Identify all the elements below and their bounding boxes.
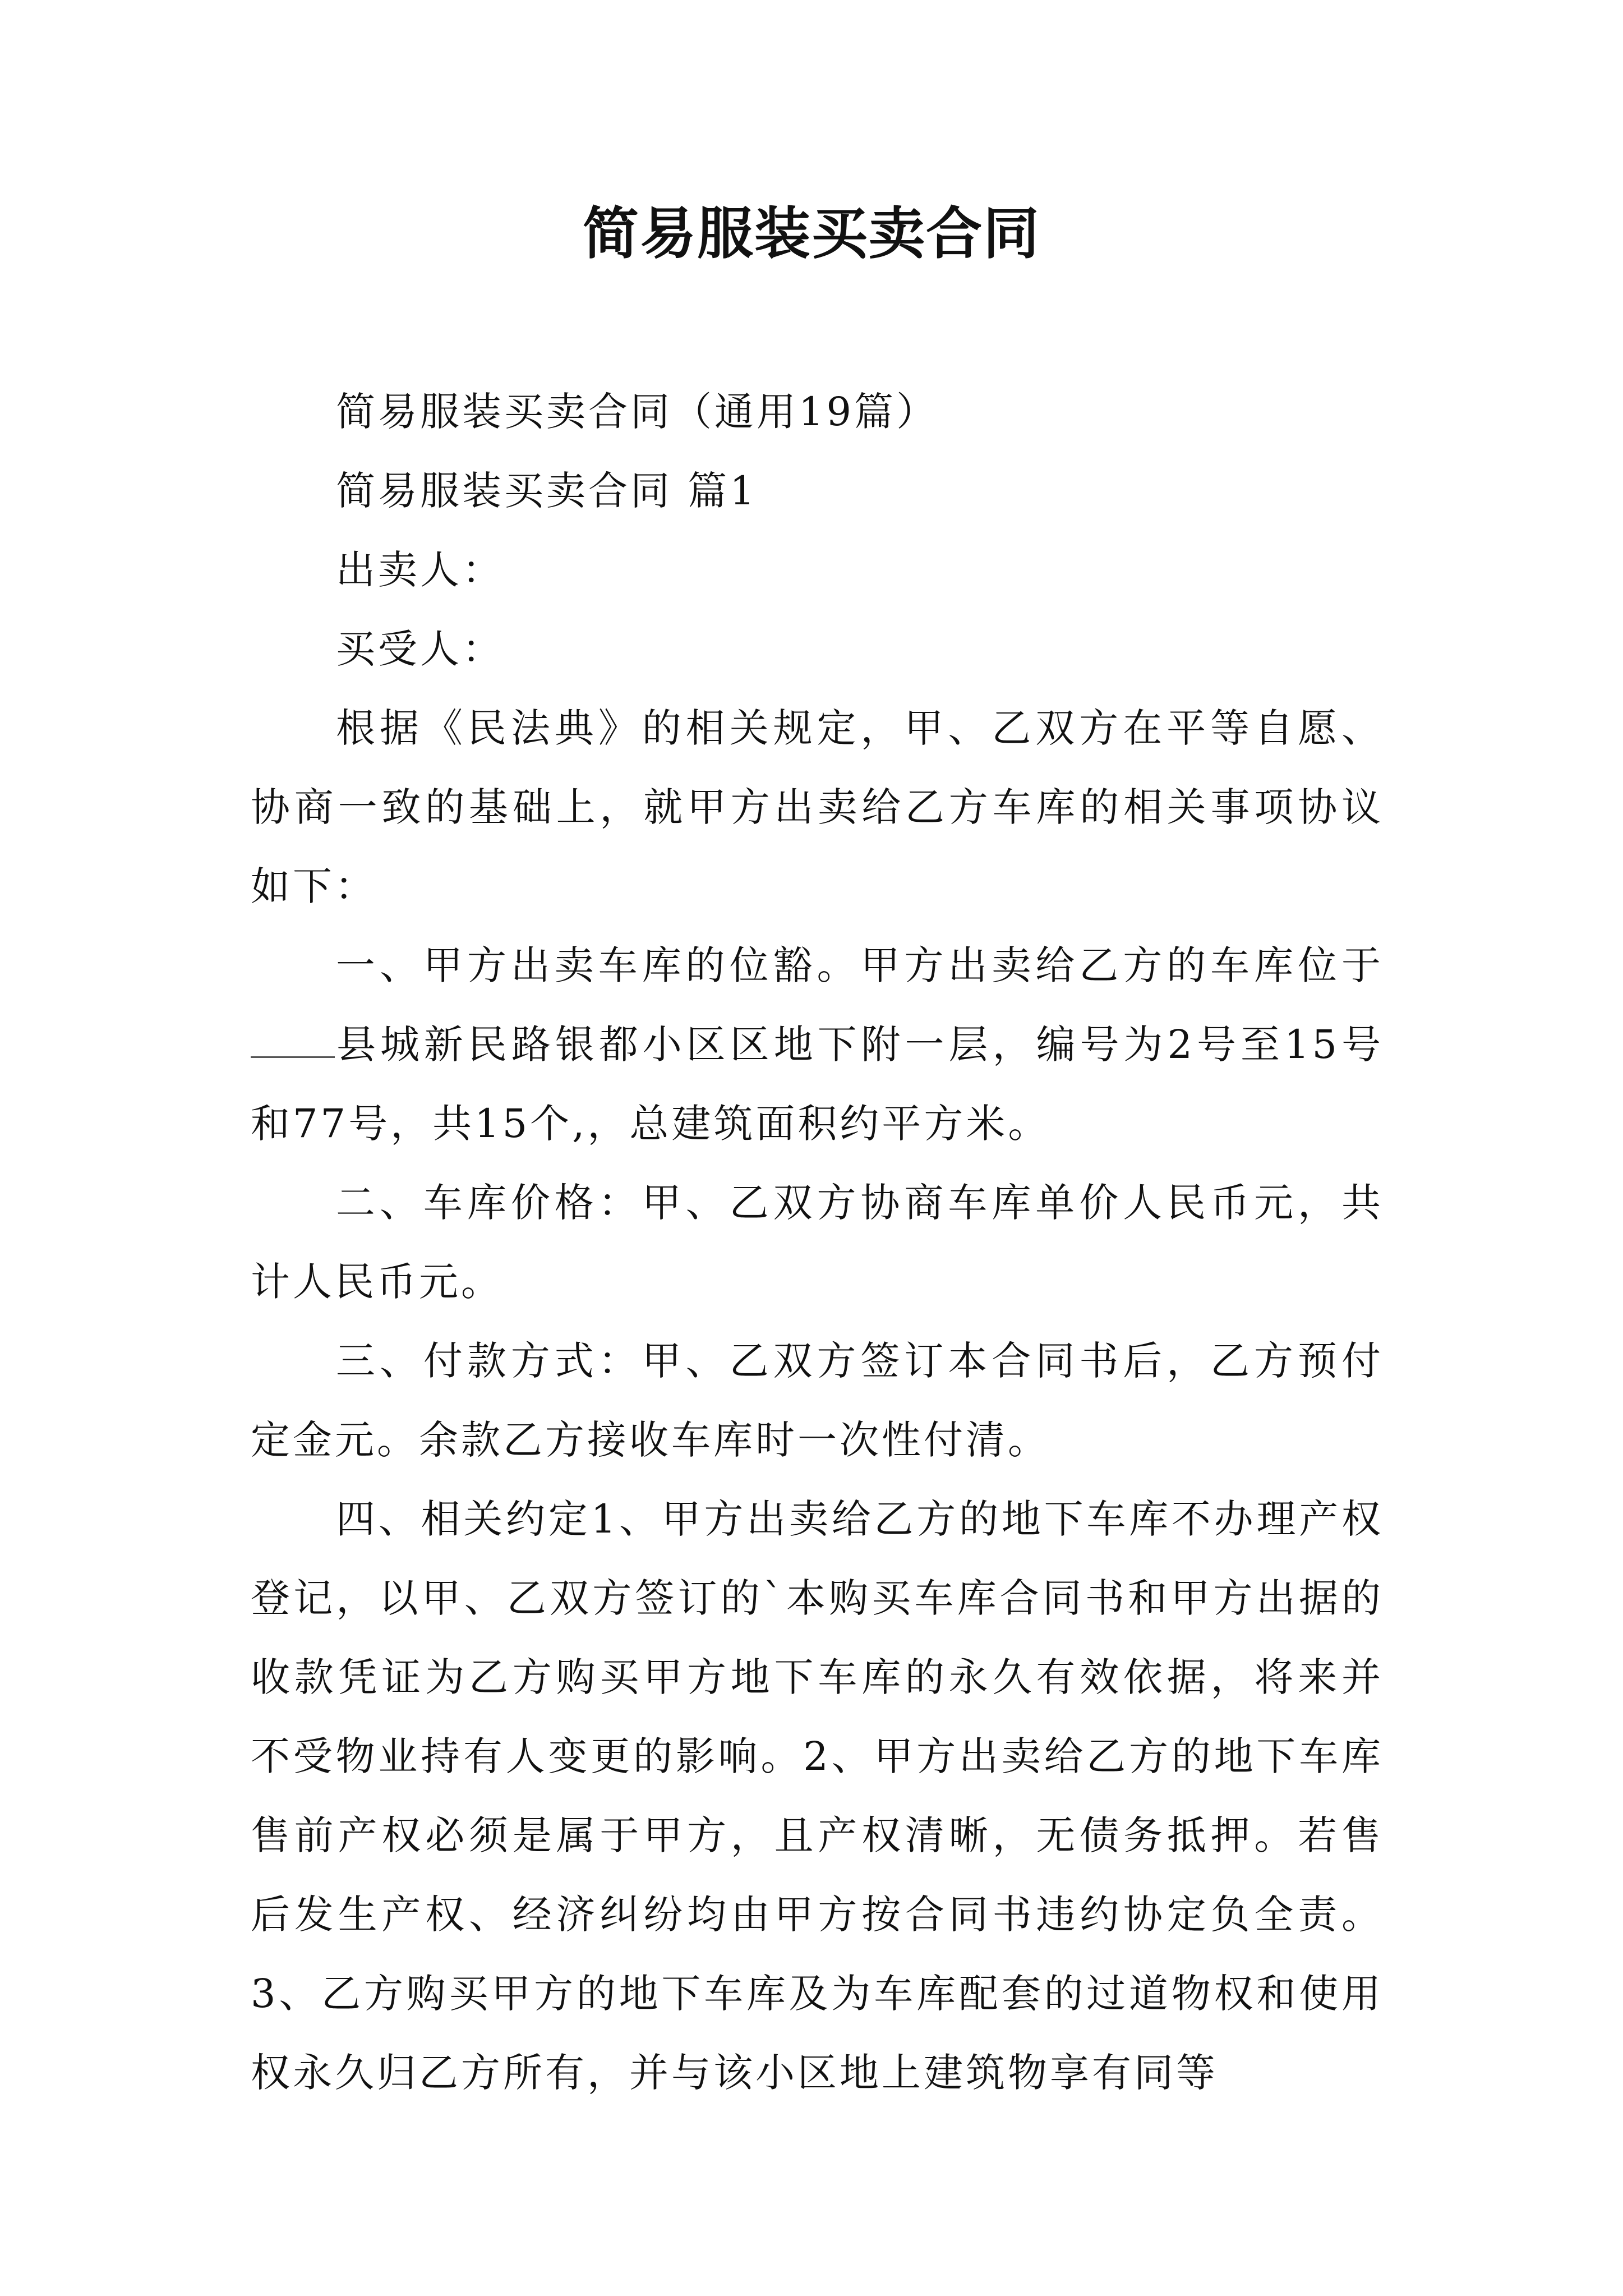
seller-label: 出卖人： xyxy=(336,547,504,593)
clause-1 xyxy=(251,926,1384,1163)
clause-1-part-b: 县城新民路银都小区区地下附一层，编号为2号至15号和77号，共15个,，总建筑面积约平方米。 xyxy=(251,1022,1384,1147)
clause-4: 四、相关约定1、甲方出卖给乙方的地下车库不办理产权登记，以甲、乙双方签订的`本购买车库合同书和甲方出据的收款凭证为乙方购买甲方地下车库的永久有效依据，将来并不受物业持有人变更的影响。2、甲方出卖给乙方的地下车库售前产权必须是属于甲方，且产权清晰，无债务抵押。若售后发生产权、经济纠纷均由甲方按合同书违约协定负全责。3、乙方购买甲方的地下车库及为车库配套的过道物权和使用权永久归乙方所有，并与该小区地上建筑物享有同等 xyxy=(251,1496,1384,2096)
fill-in-blank xyxy=(251,1025,335,1058)
section-heading: 简易服装买卖合同 篇1 xyxy=(336,468,758,514)
document-subtitle: 简易服装买卖合同（通用19篇） xyxy=(336,389,939,435)
document-body xyxy=(251,372,1384,2113)
buyer-label: 买受人： xyxy=(336,626,504,672)
document-title: 简易服装买卖合同 xyxy=(583,201,1040,266)
intro-paragraph: 根据《民法典》的相关规定，甲、乙双方在平等自愿、协商一致的基础上，就甲方出卖给乙方车库的相关事项协议如下： xyxy=(251,705,1384,909)
clause-3: 三、付款方式：甲、乙双方签订本合同书后，乙方预付定金元。余款乙方接收车库时一次性付清。 xyxy=(251,1338,1384,1463)
clause-2: 二、车库价格：甲、乙双方协商车库单价人民币元，共计人民币元。 xyxy=(251,1180,1384,1305)
clause-1-part-a: 一、甲方出卖车库的位豁。甲方出卖给乙方的车库位于 xyxy=(336,942,1384,988)
